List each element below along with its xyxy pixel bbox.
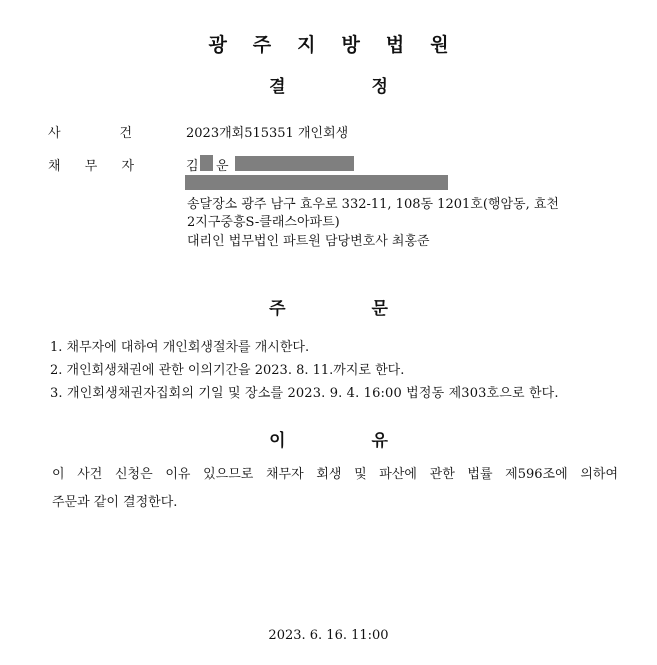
reason-heading: 이유 — [269, 431, 474, 451]
reason-line-2: 주문과 같이 결정한다. — [52, 495, 178, 510]
order-heading: 주문 — [269, 299, 474, 319]
redaction-block — [235, 156, 354, 171]
debtor-label — [48, 155, 134, 174]
service-address-line-2: 2지구중흥S-클래스아파트) — [187, 215, 340, 230]
case-label-char: 사 — [48, 126, 61, 141]
order-item-2: 2. 개인회생채권에 관한 이의기간을 2023. 8. 11.까지로 한다. — [50, 363, 405, 378]
decision-date: 2023. 6. 16. 11:00 — [268, 628, 389, 643]
debtor-label-char: 자 — [121, 159, 134, 174]
service-address-line-1: 송달장소 광주 남구 효우로 332-11, 108동 1201호(행암동, 효천 — [187, 197, 559, 212]
debtor-label-char: 무 — [84, 159, 98, 174]
case-label-char: 건 — [119, 126, 132, 141]
redaction-block — [200, 155, 213, 171]
court-name: 광주지방법원 — [208, 34, 475, 56]
document-title: 결정 — [269, 77, 474, 97]
reason-line-1: 이 사건 신청은 이유 있으므로 채무자 회생 및 파산에 관한 법률 제596조에 의하여 — [52, 467, 618, 482]
debtor-name-first: 김 — [186, 159, 199, 174]
order-item-3: 3. 개인회생채권자집회의 기일 및 장소를 2023. 9. 4. 16:00 법정동 제303호으로 한다. — [50, 386, 559, 401]
redaction-block — [185, 175, 448, 190]
case-number: 2023개회515351 개인회생 — [186, 126, 349, 141]
order-item-1: 1. 채무자에 대하여 개인회생절차를 개시한다. — [50, 340, 310, 355]
case-label — [48, 122, 132, 141]
debtor-agent: 대리인 법무법인 파트원 담당변호사 최홍준 — [187, 234, 430, 249]
debtor-name-last: 운 — [216, 159, 229, 174]
debtor-label-char: 채 — [48, 159, 61, 174]
